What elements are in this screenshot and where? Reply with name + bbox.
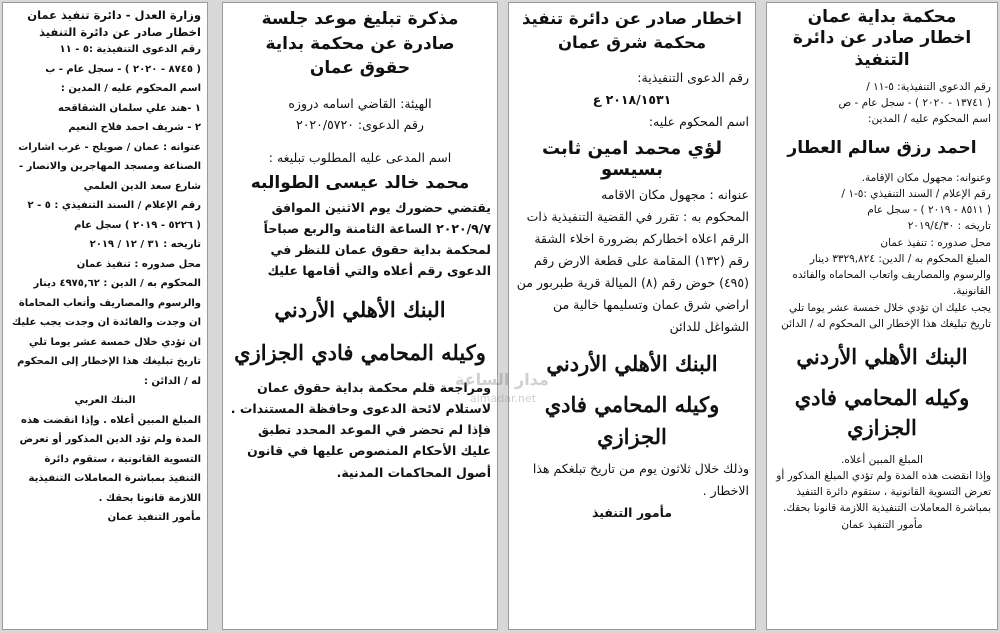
notice-3-defendant-label: اسم المدعى عليه المطلوب تبليغه : — [268, 150, 452, 166]
watermark-text: مدار الساعة — [455, 370, 549, 389]
notice-2-deadline: وذلك خلال ثلاثون يوم من تاريخ تبلغكم هذا الاخطار . — [532, 461, 749, 498]
notice-4-creditor: البنك العربي — [74, 395, 136, 407]
notice-column-1 — [766, 2, 998, 630]
notice-3-case-number: رقم الدعوى: ٢٠٢٠/٥٧٢٠ — [296, 117, 424, 133]
notice-1-issued-at: محل صدوره : تنفيذ عمان — [880, 236, 991, 249]
notice-4-date: تاريخه : ٣١ / ١٢ / ٢٠١٩ — [89, 239, 201, 251]
notice-4-judgment-register: ( ٥٢٢٦ - ٢٠١٩ ) سجل عام — [74, 219, 201, 231]
notice-4-case-number: رقم الدعوى التنفيذية :٥ - ١١ — [59, 44, 201, 56]
notice-4-judgment-ref: رقم الإعلام / السند التنفيذي : ٥ - ٢ — [27, 200, 201, 212]
notice-2-debtor-label: اسم المحكوم عليه: — [648, 113, 749, 129]
notice-3-warning: فإذا لم تحضر في الموعد المحدد تطبق عليك الأحكام المنصوص عليها في قانون أصول المحاكمات المدنية. — [247, 422, 491, 480]
notice-2-case-label: رقم الدعوى التنفيذية: — [637, 69, 749, 85]
notice-3-review: ومراجعة قلم محكمة بداية حقوق عمان لاستلام لائحة الدعوى وحافظة المستندات . — [230, 379, 491, 416]
notice-column-2 — [508, 2, 756, 630]
notice-4-case-register: ( ٨٧٤٥ - ٢٠٢٠ ) - سجل عام - ب — [45, 63, 201, 75]
notice-1-bank-name: البنك الأهلي الأردني — [796, 344, 968, 370]
notice-4-signature: مأمور التنفيذ عمان — [107, 512, 201, 524]
notice-1-lawyer-name: وكيله المحامي فادي الجزازي — [794, 384, 970, 441]
notice-2-debtor-name: لؤي محمد امين ثابت بسيسو — [541, 138, 723, 181]
notice-3-defendant-name: محمد خالد عيسى الطوالبه — [250, 172, 470, 193]
notice-4-debtor-1: ١ -هند علي سلمان الشقاقحه — [57, 102, 201, 114]
notice-3-title-line-3: حقوق عمان — [309, 58, 411, 79]
notice-2-lawyer-name: وكيله المحامي فادي الجزازي — [544, 392, 720, 449]
notice-4-debtor-label: اسم المحكوم عليه / المدين : — [60, 83, 201, 95]
notice-2-bank-name: البنك الأهلي الأردني — [546, 350, 718, 376]
notice-3-title-line-1: مذكرة تبليغ موعد جلسة — [261, 9, 459, 29]
notice-4-closing: المبلغ المبين أعلاه . وإذا انقضت هذه المدة ولم تؤد الدين المذكور أو تعرض التسوية القانونية ، ستقوم دائرة التنفيذ بمباشرة المعاملات التنفيذية اللازمة قانونا بحقك . — [19, 414, 201, 504]
notice-2-judgment: المحكوم به : تقرر في القضية التنفيذية ذات الرقم اعلاه اخطاركم بضرورة اخلاء الشقة رقم (١٣٢) المقامة على قطعة الارض رقم (٤٩٥) حوض رقم (٨) الميالة قرية طبربور من اراضي شرق عمان وتسليمها خالية من الشواغل للدائن — [516, 209, 749, 334]
notice-1-address: وعنوانه: مجهول مكان الإقامة. — [861, 171, 991, 184]
notice-2-title-line-2: محكمة شرق عمان — [557, 32, 707, 52]
notice-column-4 — [2, 2, 208, 630]
notice-1-title-line-2: اخطار صادر عن دائرة التنفيذ — [792, 28, 972, 70]
notice-1-debtor-name: احمد رزق سالم العطار — [787, 137, 977, 158]
notice-1-title-line-1: محكمة بداية عمان — [807, 7, 957, 27]
notice-1-judgment-ref: رقم الإعلام / السند التنفيذي :٥-١ / — [841, 187, 991, 200]
notice-4-debtor-2: ٢ - شريف احمد فلاح النعيم — [68, 122, 201, 134]
notice-2-case-number: ٢٠١٨/١٥٣١ ع — [592, 91, 672, 107]
notice-3-panel: الهيئة: القاضي اسامه دروزه — [288, 95, 432, 111]
notice-2-address: عنوانه : مجهول مكان الاقامه — [601, 187, 749, 203]
notice-1-closing: وإذا انقضت هذه المدة ولم تؤدي المبلغ المذكور أو تعرض التسوية القانونية ، ستقوم دائرة التنفيذ بمباشرة المعاملات التنفيذية اللازمة قانونا بحقك. — [776, 469, 991, 515]
notice-3-summons: يقتضي حضورك يوم الاثنين الموافق ٢٠٢٠/٩/٧ الساعة الثامنة والربع صباحاً لمحكمة بداية حقوق عمان للنظر في الدعوى رقم أعلاه والتي أقامها عليك — [263, 199, 491, 279]
watermark-url: almadar.net — [470, 392, 537, 405]
notice-1-judgment-register: ( ٨٥١١ - ٢٠١٩ ) - سجل عام — [867, 204, 991, 217]
notice-4-issued-at: محل صدوره : تنفيذ عمان — [76, 258, 201, 270]
notice-column-3 — [222, 2, 498, 630]
notice-1-amount-note: المبلغ المبين أعلاه. — [841, 453, 923, 466]
notice-1-instruction: يجب عليك ان تؤدي خلال خمسة عشر يوما تلي تاريخ تبليغك هذا الإخطار الى المحكوم له / الدائن — [781, 301, 991, 330]
notice-4-amount: المحكوم به / الدين : ٤٩٧٥,٦٢ دينار والرسوم والمصاريف وأتعاب المحاماة ان وجدت والفائدة ان وجدت يجب عليك ان تؤدي خلال خمسة عشر يوما تلي تاريخ تبليغك هذا الإخطار إلى المحكوم له / الدائن : — [12, 278, 201, 387]
notice-4-address: عنوانه : عمان / صويلح - غرب اشارات الصناعة ومسجد المهاجرين والانصار - شارع سعد الدين العلمي — [18, 141, 201, 192]
notice-1-case-register: ( ١٣٧٤١ - ٢٠٢٠ ) - سجل عام - ص — [838, 97, 991, 110]
notice-1-date: تاريخه : ٢٠١٩/٤/٣٠ — [907, 220, 991, 233]
notice-2-signature: مأمور التنفيذ — [591, 504, 673, 520]
notice-1-amount: المبلغ المحكوم به / الدين: ٣٣٢٩,٨٢٤ دينار والرسوم والمصاريف واتعاب المحاماه والفائده القانونية. — [792, 252, 991, 298]
notice-1-case-number: رقم الدعوى التنفيذية: ٥-١١ / — [866, 80, 991, 93]
notice-2-title-line-1: اخطار صادر عن دائرة تنفيذ — [522, 9, 742, 28]
notice-3-lawyer-name: وكيله المحامي فادي الجزازي — [234, 340, 486, 366]
notice-1-signature: مأمور التنفيذ عمان — [841, 518, 923, 531]
notice-4-title-line-1: وزارة العدل - دائرة تنفيذ عمان — [27, 8, 201, 22]
notice-3-title-line-2: صادرة عن محكمة بداية — [265, 33, 455, 54]
notice-1-debtor-label: اسم المحكوم عليه / المدين: — [868, 113, 991, 126]
notice-3-bank-name: البنك الأهلي الأردني — [274, 296, 446, 322]
notice-4-title-line-2: اخطار صادر عن دائرة التنفيذ — [39, 24, 201, 39]
